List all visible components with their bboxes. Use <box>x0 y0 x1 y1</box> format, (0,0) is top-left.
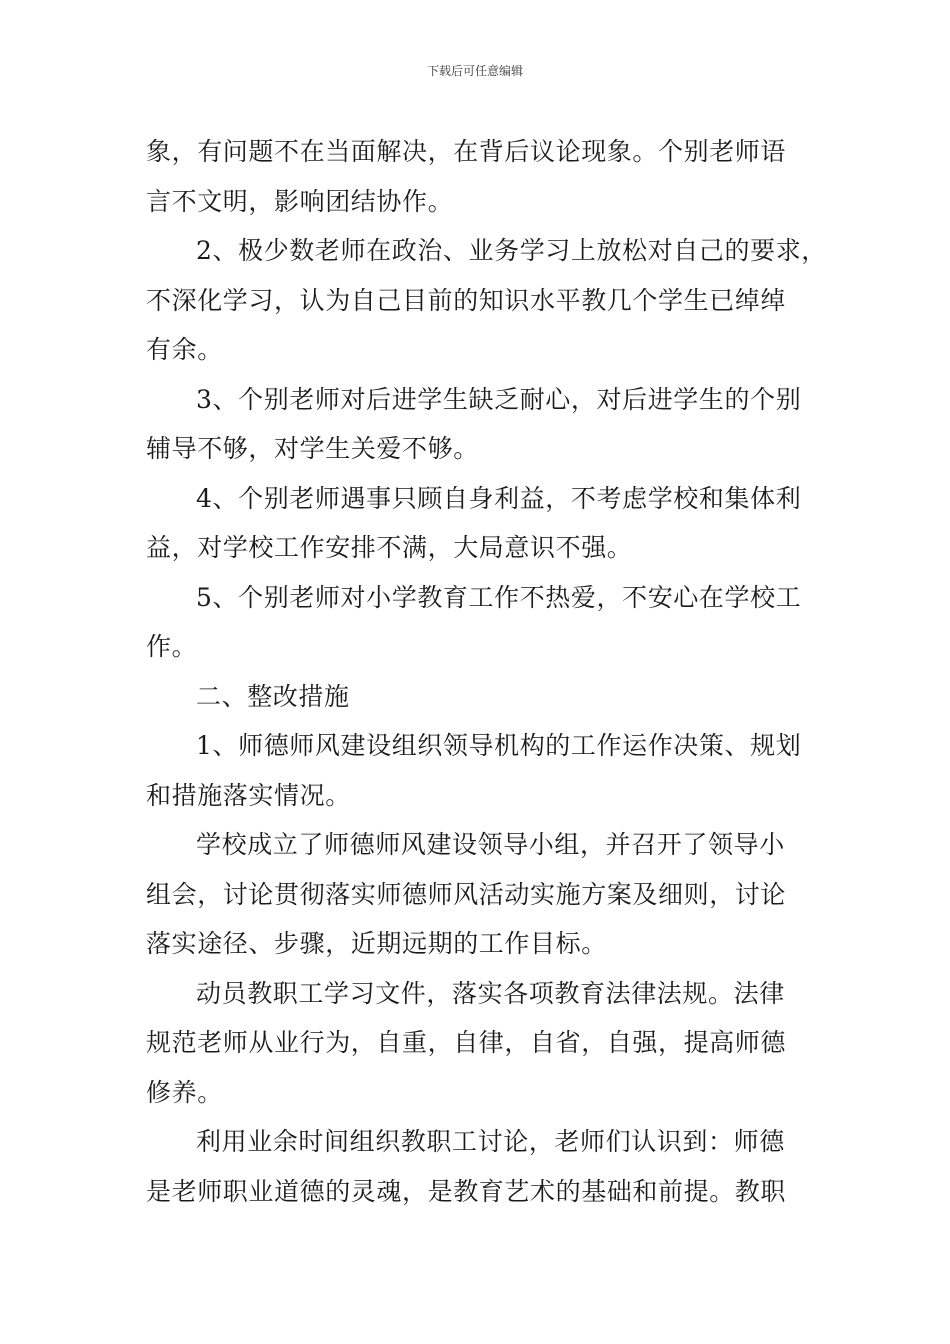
text-line: 4、个别老师遇事只顾自身利益，不考虑学校和集体利 <box>196 483 802 513</box>
text-line: 5、个别老师对小学教育工作不热爱，不安心在学校工 <box>196 582 802 612</box>
text-line: 言不文明，影响团结协作。 <box>146 186 454 216</box>
text-line: 2、极少数老师在政治、业务学习上放松对自己的要求， <box>196 236 827 265</box>
text-line: 作。 <box>146 632 198 661</box>
text-line: 3、个别老师对后进学生缺乏耐心，对后进学生的个别 <box>196 384 802 414</box>
text-line: 辅导不够，对学生关爱不够。 <box>146 434 479 463</box>
text-line: 不深化学习，认为自己目前的知识水平教几个学生已绰绰 <box>146 285 787 315</box>
text-line: 和措施落实情况。 <box>146 780 351 810</box>
text-line: 规范老师从业行为，自重，自律，自省，自强，提高师德 <box>146 1028 787 1057</box>
section-heading: 二、整改措施 <box>196 681 350 711</box>
text-line: 落实途径、步骤，近期远期的工作目标。 <box>146 929 607 958</box>
text-line: 象，有问题不在当面解决，在背后议论现象。个别老师语 <box>146 137 787 166</box>
text-line: 动员教职工学习文件，落实各项教育法律法规。法律 <box>196 978 785 1008</box>
document-body <box>146 127 838 1216</box>
text-line: 修养。 <box>146 1077 223 1107</box>
text-line: 是老师职业道德的灵魂，是教育艺术的基础和前提。教职 <box>146 1176 787 1206</box>
text-line: 利用业余时间组织教职工讨论，老师们认识到：师德 <box>196 1127 785 1156</box>
text-line: 1、师德师风建设组织领导机构的工作运作决策、规划 <box>196 731 802 760</box>
text-line: 学校成立了师德师风建设领导小组，并召开了领导小 <box>196 830 785 859</box>
page-header: 下载后可任意编辑 <box>426 64 523 78</box>
text-line: 益，对学校工作安排不满，大局意识不强。 <box>146 533 633 562</box>
text-line: 有余。 <box>146 335 223 364</box>
text-line: 组会，讨论贯彻落实师德师风活动实施方案及细则，讨论 <box>146 879 787 909</box>
